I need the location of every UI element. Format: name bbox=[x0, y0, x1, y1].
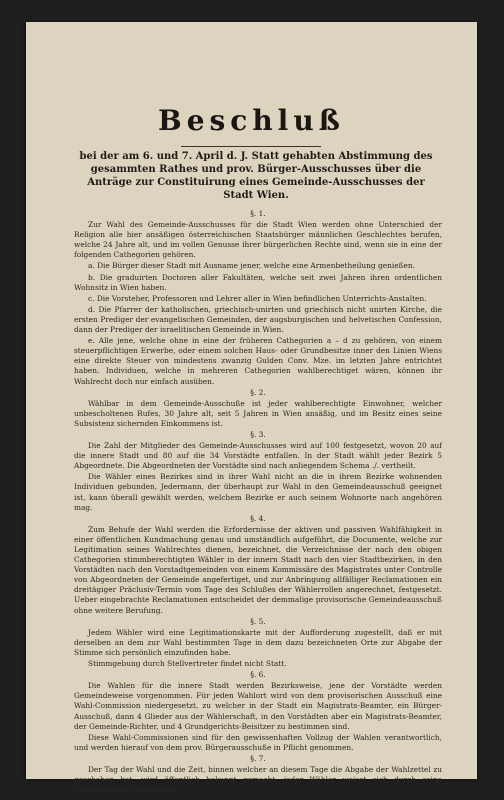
section-paragraph: a. Die Bürger dieser Stadt mit Ausname jener, welche eine Armenbetheilung genießen. bbox=[88, 261, 416, 271]
section-paragraph: Stimmgebung durch Stellvertreter findet nicht Statt. bbox=[88, 659, 287, 669]
section-number: §. 5. bbox=[250, 616, 266, 626]
section-paragraph: Der Tag der Wahl und die Zeit, binnen welcher an diesem Tage die Abgabe der Wahlzettel zu geschehen hat, wird öffentlich bekannt gemacht, jeder Wähler weiset sich durch seine Legitimations-Urkunde aus. bbox=[74, 764, 442, 795]
section-number: §. 2. bbox=[250, 387, 266, 397]
section-paragraph: Die Zahl der Mitglieder des Gemeinde-Ausschusses wird auf 100 festgesetzt, wovon 20 auf die innere Stadt und 80 auf die 34 Vorstädte entfallen. In der Stadt wählt jeder Bezirk 5 Abgeordnete. Die Abgeordneten der Vorstädte sind nach anliegendem Schema ./. vertheilt. bbox=[74, 441, 442, 471]
section-paragraph: Die Wahlen für die innere Stadt werden Bezirksweise, jene der Vorstädte werden Gemeindeweise vorgenommen. Für jeden Wahlort wird von dem provisorischen Ausschuß eine Wahl-Commission niedergesetzt, zu welcher in der Stadt ein Magistrats-Beamter, ein Bürger-Ausschuß, dann 4 Glieder aus der Wählerschaft, in den Vorstädten aber ein Magistrats-Beamter, der Gemeinde-Richter, und 4 Grundgerichts-Beisitzer zu bestimmen sind. bbox=[74, 681, 442, 731]
document-body bbox=[74, 208, 442, 796]
section-number: §. 1. bbox=[250, 209, 266, 218]
section-number: §. 7. bbox=[250, 753, 266, 763]
document-page bbox=[26, 22, 477, 795]
section-paragraph: Die Wähler eines Bezirkes sind in ihrer Wahl nicht an die in ihrem Bezirke wohnenden Individuen gebunden, Jedermann, der überhaupt zur Wahl in den Gemeindeausschuß geeignet ist, kann überall gewählt werden, welchem Bezirke er auch seinem Wohnorte nach angehören mag. bbox=[74, 472, 442, 512]
section-paragraph: e. Alle jene, welche ohne in eine der früheren Cathegorien a – d zu gehören, von einem steuerpflichtigen Erwerbe, oder einem solchen Haus- oder Grundbesitze inner den Linien Wiens eine direkte Steuer von mindestens zwanzig Gulden Conv. Mze. im letzten Jahre entrichtet haben. Individuen, welche in mehreren Cathegorien wahlberechtiget wären, können ihr Wahlrecht doch nur einfach ausüben. bbox=[74, 336, 442, 386]
page-title: Beschluß bbox=[158, 104, 345, 137]
section-paragraph: Wählbar in dem Gemeinde-Ausschuße ist jeder wahlberechtigte Einwohner, welcher unbescholtenen Rufes, 30 Jahre alt, seit 5 Jahren in Wien ansäßig, und im Besitz eines seine Subsistenz sichernden Einkommens ist. bbox=[74, 398, 442, 428]
title-rule bbox=[181, 146, 321, 147]
page-subtitle: bei der am 6. und 7. April d. J. Statt gehabten Abstimmung des gesammten Rathes und prov. Bürger-Ausschusses über die Anträge zur Constituirung eines Gemeinde-Ausschusses der Stadt Wien. bbox=[79, 151, 433, 201]
section-paragraph: Jedem Wähler wird eine Legitimationskarte mit der Aufforderung zugestellt, daß er mit derselben an dem zur Wahl bestimmten Tage in dem dazu bezeichneten Orte zur Abgabe der Stimme sich persönlich einzufinden habe. bbox=[74, 627, 442, 657]
section-number: §. 4. bbox=[250, 513, 266, 523]
section-number: §. 3. bbox=[250, 429, 266, 439]
section-paragraph: Diese Wahl-Commissionen sind für den gewissenhaften Vollzug der Wahlen verantwortlich, und werden hierauf von dem prov. Bürgerausschuße in Pflicht genommen. bbox=[74, 732, 442, 752]
section-paragraph: c. Die Vorsteher, Professoren und Lehrer aller in Wien befindlichen Unterrichts-Anstalten. bbox=[88, 293, 427, 303]
section-paragraph: b. Die graduirten Doctoren aller Fakultäten, welche seit zwei Jahren ihren ordentlichen Wohnsitz in Wien haben. bbox=[74, 272, 442, 292]
section-number: §. 6. bbox=[250, 670, 266, 680]
section-paragraph: d. Die Pfarrer der katholischen, griechisch-unirten und griechisch nicht unirten Kirche, die ersten Prediger der evangelischen Gemeinden, der augsburgischen und helvetischen Confession, dann der Prediger der israelitischen Gemeinde in Wien. bbox=[74, 304, 442, 335]
section-paragraph: Zur Wahl des Gemeinde-Ausschusses für die Stadt Wien werden ohne Unterschied der Religion alle hier ansäßigen österreichischen Staatsbürger männlichen Geschlechtes berufen, welche 24 Jahre alt, und im vollen Genusse ihrer bürgerlichen Rechte sind, wenn sie in eine der folgenden Cathegorien gehören. bbox=[74, 220, 442, 260]
section-paragraph: Zum Behufe der Wahl werden die Erfordernisse der aktiven und passiven Wahlfähigkeit in einer öffentlichen Kundmachung genau und umständlich aufgeführt, die Documente, welche zur Legitimation seines Wahlrechtes dienen, bezeichnet, die Verzeichnisse der nach den obigen Cathegorien stimmberechtigten Wähler in der innern Stadt nach den vier Stadtbezirken, in den Vorstädten nach den Vorstadtgemeinden von einem Kommissäre des Magistrates unter Controlle von Abgeordneten der Gemeinde angefertiget, und zur Anbringung allfälliger Reclamationen ein dreitägiger Präclusiv-Termin vom Tage des Schlußes der Wählerrollen angerechnet, festgesetzt. Ueber eingebrachte Reclamationen entscheidet der demmalige provisorische Gemeindeausschuß ohne weitere Berufung. bbox=[74, 524, 442, 615]
